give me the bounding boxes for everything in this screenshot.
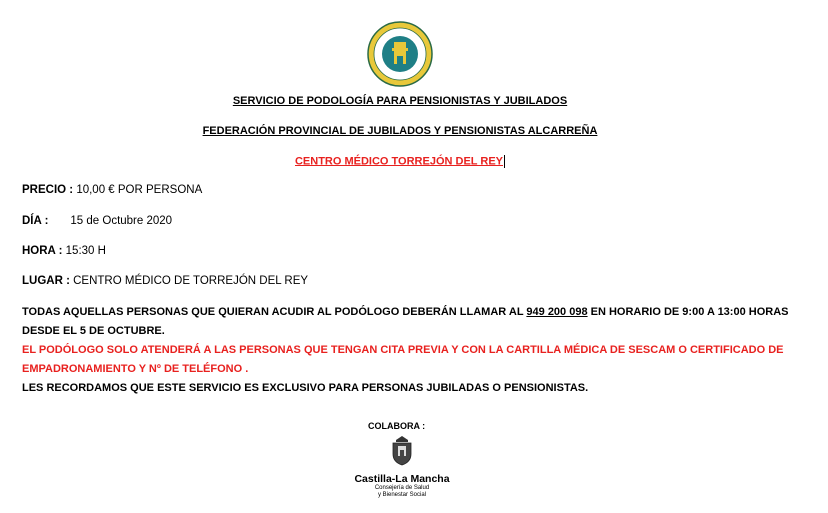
colabora-label: COLABORA : bbox=[368, 421, 426, 431]
title-location: CENTRO MÉDICO TORREJÓN DEL REY bbox=[294, 155, 503, 168]
title-federation: FEDERACIÓN PROVINCIAL DE JUBILADOS Y PENSIONISTAS ALCARREÑA bbox=[202, 125, 598, 137]
clm-sub2: y Bienestar Social bbox=[377, 492, 427, 498]
price-value: 10,00 € POR PERSONA bbox=[73, 184, 203, 196]
price-field bbox=[22, 184, 202, 196]
place-field bbox=[22, 275, 308, 287]
clm-logo bbox=[352, 436, 452, 508]
day-field bbox=[22, 215, 172, 227]
clm-sub1: Consejería de Salud bbox=[374, 485, 430, 491]
appointment-notice: EL PODÓLOGO SOLO ATENDERÁ A LAS PERSONAS QUE TENGAN CITA PREVIA Y CON LA CARTILLA MÉDICA DE SESCAM O CERTIFICADO DE EMPADRONAMIENTO Y Nº DE TELÉFONO . bbox=[22, 344, 784, 375]
price-label: PRECIO : bbox=[22, 184, 74, 196]
instructions-paragraph: TODAS AQUELLAS PERSONAS QUE QUIERAN ACUDIR AL PODÓLOGO DEBERÁN LLAMAR AL 949 200 098 EN HORARIO DE 9:00 A 13:00 HORAS DESDE EL 5 DE OCTUBRE. bbox=[22, 306, 789, 337]
time-label: HORA : bbox=[22, 245, 63, 257]
place-value: CENTRO MÉDICO DE TORREJÓN DEL REY bbox=[69, 275, 309, 287]
day-label: DÍA : bbox=[22, 215, 49, 227]
time-value: 15:30 H bbox=[62, 245, 106, 257]
clm-name: Castilla-La Mancha bbox=[354, 473, 450, 485]
clm-crest-icon bbox=[390, 436, 414, 466]
time-field bbox=[22, 245, 106, 257]
exclusive-notice: LES RECORDAMOS QUE ESTE SERVICIO ES EXCLUSIVO PARA PERSONAS JUBILADAS O PENSIONISTAS. bbox=[22, 382, 589, 394]
phone-number: 949 200 098 bbox=[526, 306, 588, 318]
day-value: 15 de Octubre 2020 bbox=[70, 215, 173, 227]
place-label: LUGAR : bbox=[22, 275, 70, 287]
federation-logo bbox=[366, 20, 434, 88]
title-service: SERVICIO DE PODOLOGÍA PARA PENSIONISTAS Y JUBILADOS bbox=[232, 95, 568, 107]
